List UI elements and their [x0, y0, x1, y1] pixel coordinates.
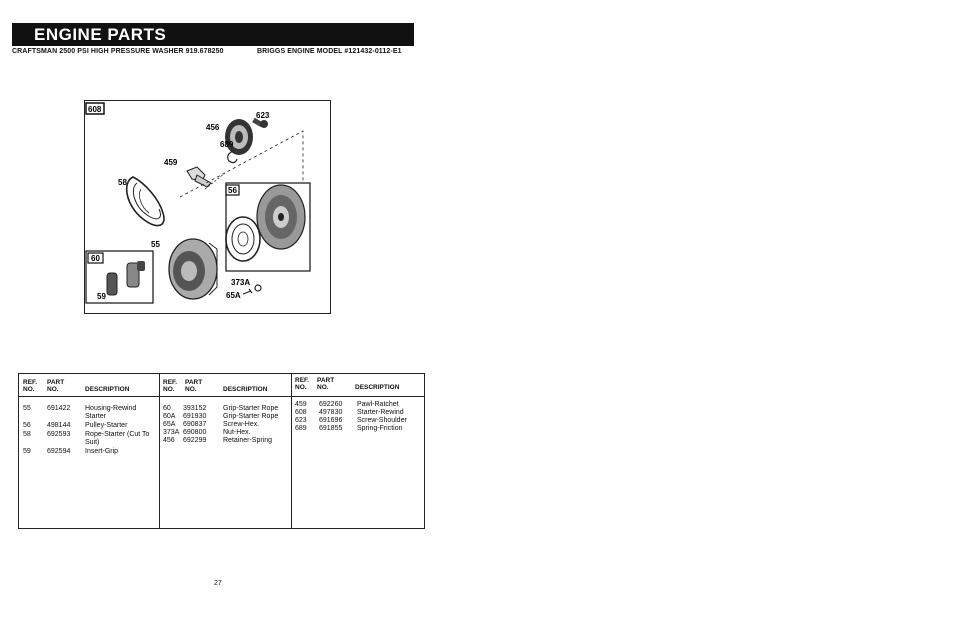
page-title: ENGINE PARTS	[34, 25, 167, 44]
parts-table: REF. NO. PART NO. DESCRIPTION REF. NO. PART NO. DESCRIPTION REF. NO. PART NO. DESCRIPTION 55 691422 Housing-Rewind Starter 56 498144 Pulley-Starter 58 692593 Rope-Starter (Cut To Suit) 59 692594 Insert-Grip 60 393152 Grip-Starter Rope 60A 691930 Grip-Starter Rope 65A 690837 Screw-Hex. 373A 690800 Nut-Hex. 456 692299 Retainer-Spring 459 692260 Pawl-Ratchet 608 497830 Starter-Rewind 623 691696 Screw-Shoulder 689 691855 Spring-Friction	[18, 373, 425, 529]
column-divider	[291, 374, 292, 528]
header-description: DESCRIPTION	[355, 384, 400, 391]
header-part-no: PART NO.	[317, 377, 335, 391]
spring-retainer-part	[225, 119, 253, 155]
callout-58: 58	[118, 178, 127, 187]
hex-screw-part	[243, 289, 252, 294]
callout-689: 689	[220, 140, 234, 149]
callout-456: 456	[206, 123, 220, 132]
callout-459: 459	[164, 158, 178, 167]
header-part-no: PART NO.	[47, 379, 65, 393]
callout-65a: 65A	[226, 291, 241, 300]
diagram-drawing	[85, 101, 330, 313]
header-ref-no: REF. NO.	[295, 377, 310, 391]
header-ref-no: REF. NO.	[23, 379, 38, 393]
header-part-no: PART NO.	[185, 379, 203, 393]
ref-box-608-label: 608	[88, 105, 102, 114]
engine-model-label: BRIGGS ENGINE MODEL #121432-0112-E1	[257, 48, 402, 55]
ref-box-56-label: 56	[228, 186, 237, 195]
exploded-parts-diagram	[84, 100, 331, 314]
page-number: 27	[214, 580, 222, 587]
callout-59: 59	[97, 292, 106, 301]
header-ref-no: REF. NO.	[163, 379, 178, 393]
header-description: DESCRIPTION	[85, 386, 130, 393]
starter-pulley-part	[226, 185, 305, 261]
rewind-housing-part	[169, 239, 217, 299]
pawl-ratchet-part	[187, 167, 211, 187]
callout-373a: 373A	[231, 278, 251, 287]
starter-grip-part	[107, 261, 145, 295]
starter-rope-part	[127, 177, 164, 226]
header-description: DESCRIPTION	[223, 386, 268, 393]
title-bar	[12, 23, 414, 46]
hex-nut-part	[255, 285, 261, 291]
column-divider	[159, 374, 160, 528]
header-divider	[19, 396, 424, 397]
ref-box-60-label: 60	[91, 254, 100, 263]
callout-55: 55	[151, 240, 160, 249]
callout-623: 623	[256, 111, 270, 120]
product-model-label: CRAFTSMAN 2500 PSI HIGH PRESSURE WASHER 919.678250	[12, 48, 224, 55]
